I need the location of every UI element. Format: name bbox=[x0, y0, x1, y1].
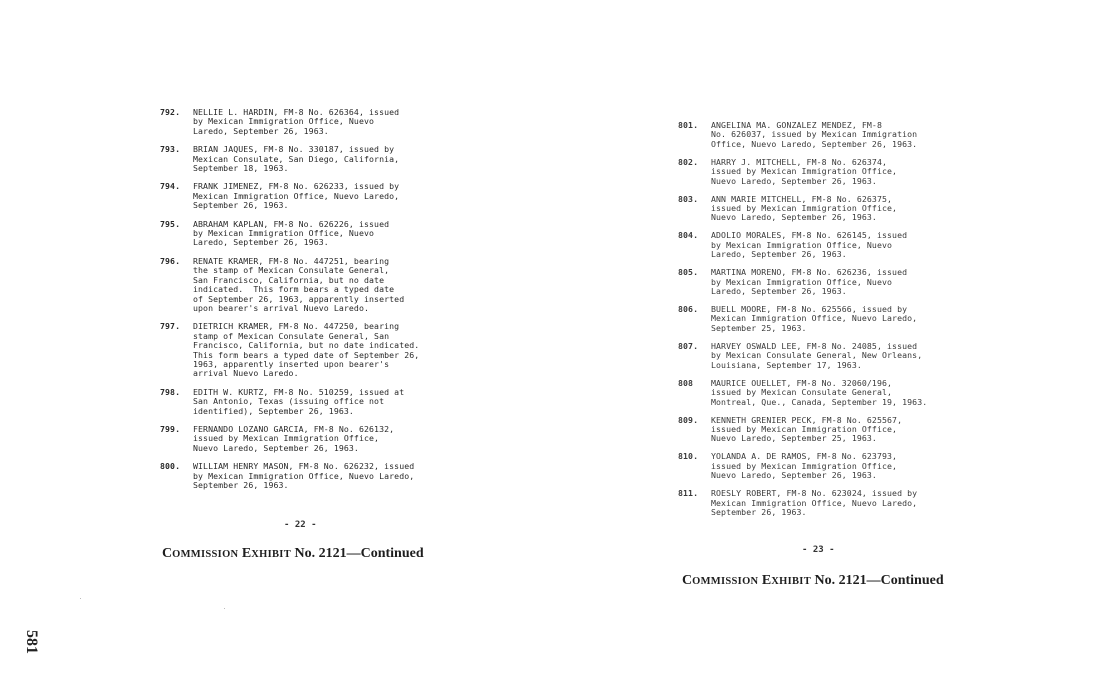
caption-word1-cap: C bbox=[162, 546, 173, 561]
exhibit-entry bbox=[160, 220, 460, 248]
entry-text-line: Office, Nuevo Laredo, September 26, 1963. bbox=[711, 138, 918, 149]
entry-text-line: issued by Mexican Immigration Office, bbox=[711, 166, 898, 177]
entry-text-line: NELLIE L. HARDIN, FM-8 No. 626364, issued bbox=[193, 107, 400, 117]
exhibit-entry bbox=[160, 322, 460, 378]
entry-text-line: BRIAN JAQUES, FM-8 No. 330187, issued by bbox=[193, 144, 395, 155]
caption-word2-rest: XHIBIT bbox=[771, 576, 811, 587]
entry-text-line: YOLANDA A. DE RAMOS, FM-8 No. 623793, bbox=[711, 451, 898, 462]
entry-number: 793. bbox=[160, 144, 181, 155]
entry-text-line: MARTINA MORENO, FM-8 No. 626236, issued bbox=[711, 267, 908, 278]
caption-word2-cap: E bbox=[761, 573, 772, 588]
entry-text-line: No. 626037, issued by Mexican Immigration bbox=[711, 129, 918, 140]
exhibit-entry bbox=[678, 231, 978, 259]
entry-text-line: September 26, 1963. bbox=[193, 480, 289, 490]
entry-number: 810. bbox=[678, 451, 699, 462]
right-exhibit-caption bbox=[682, 573, 944, 589]
exhibit-entry bbox=[160, 108, 460, 136]
left-exhibit-caption bbox=[162, 546, 424, 562]
scan-speck bbox=[224, 608, 225, 609]
entry-text-line: Montreal, Que., Canada, September 19, 1963. bbox=[711, 396, 928, 407]
entry-text-line: stamp of Mexican Consulate General, San bbox=[193, 330, 390, 341]
entry-text-line: WILLIAM HENRY MASON, FM-8 No. 626232, issued bbox=[193, 461, 415, 472]
entry-number: 806. bbox=[678, 304, 699, 315]
entry-text-line: San Francisco, California, but no date bbox=[193, 274, 385, 285]
entry-text-line: This form bears a typed date of September 26, bbox=[193, 349, 420, 360]
right-page-number: - 23 - bbox=[802, 545, 835, 555]
entry-text-line: ADOLIO MORALES, FM-8 No. 626145, issued bbox=[711, 230, 908, 241]
exhibit-entry bbox=[678, 158, 978, 186]
entry-text-line: ANGELINA MA. GONZALEZ MENDEZ, FM-8 bbox=[711, 120, 882, 130]
entry-number: 795. bbox=[160, 218, 181, 229]
entry-text-line: arrival Nuevo Laredo. bbox=[193, 368, 299, 379]
caption-tail: No. 2121—Continued bbox=[814, 573, 944, 588]
entry-text-line: by Mexican Immigration Office, Nuevo bbox=[711, 239, 893, 250]
entry-number: 804. bbox=[678, 230, 699, 241]
entry-text-line: ROESLY ROBERT, FM-8 No. 623024, issued by bbox=[711, 488, 918, 499]
entry-text-line: Nuevo Laredo, September 26, 1963. bbox=[193, 442, 359, 453]
entry-text-line: 1963, apparently inserted upon bearer's bbox=[193, 358, 390, 369]
caption-word1-rest: OMMISSION bbox=[172, 549, 239, 560]
entry-text-line: RENATE KRAMER, FM-8 No. 447251, bearing bbox=[193, 255, 390, 266]
entry-text-line: by Mexican Immigration Office, Nuevo Laredo, bbox=[193, 470, 415, 481]
entry-text-line: indicated. This form bears a typed date bbox=[193, 284, 395, 295]
entry-text-line: San Antonio, Texas (issuing office not bbox=[193, 396, 385, 407]
entry-text-line: BUELL MOORE, FM-8 No. 625566, issued by bbox=[711, 304, 908, 315]
entry-number: 801. bbox=[678, 120, 699, 130]
exhibit-entry bbox=[678, 268, 978, 296]
exhibit-entry bbox=[678, 121, 978, 149]
exhibit-entry bbox=[160, 182, 460, 210]
entry-text-line: ABRAHAM KAPLAN, FM-8 No. 626226, issued bbox=[193, 218, 390, 229]
caption-word2-cap: E bbox=[241, 546, 252, 561]
entry-text-line: Francisco, California, but no date indicated. bbox=[193, 340, 420, 351]
entry-text-line: HARVEY OSWALD LEE, FM-8 No. 24085, issued bbox=[711, 340, 918, 351]
entry-text-line: September 25, 1963. bbox=[711, 322, 807, 333]
entry-number: 794. bbox=[160, 181, 181, 192]
entry-number: 797. bbox=[160, 321, 181, 332]
entry-text-line: Nuevo Laredo, September 26, 1963. bbox=[711, 470, 877, 481]
entry-number: 805. bbox=[678, 267, 699, 278]
volume-page-number-wrap bbox=[20, 630, 40, 670]
entry-text-line: the stamp of Mexican Consulate General, bbox=[193, 265, 390, 276]
entry-text-line: issued by Mexican Immigration Office, bbox=[711, 203, 898, 214]
exhibit-entry bbox=[160, 145, 460, 173]
exhibit-entry bbox=[160, 462, 460, 490]
volume-page-number: 581 bbox=[23, 630, 40, 654]
entry-text-line: EDITH W. KURTZ, FM-8 No. 510259, issued at bbox=[193, 386, 405, 397]
exhibit-entry bbox=[160, 388, 460, 416]
entry-number: 803. bbox=[678, 193, 699, 204]
exhibit-entry bbox=[160, 257, 460, 313]
entry-number: 802. bbox=[678, 156, 699, 167]
entry-text-line: issued by Mexican Consulate General, bbox=[711, 387, 893, 398]
entry-number: 800. bbox=[160, 461, 181, 472]
exhibit-entry bbox=[678, 379, 978, 407]
entry-number: 811. bbox=[678, 488, 699, 499]
entry-text-line: Mexican Immigration Office, Nuevo Laredo, bbox=[711, 313, 918, 324]
entry-text-line: MAURICE OUELLET, FM-8 No. 32060/196, bbox=[711, 377, 893, 388]
entry-text-line: ANN MARIE MITCHELL, FM-8 No. 626375, bbox=[711, 193, 893, 204]
entry-number: 807. bbox=[678, 340, 699, 351]
entry-text-line: FERNANDO LOZANO GARCIA, FM-8 No. 626132, bbox=[193, 423, 395, 434]
caption-tail: No. 2121—Continued bbox=[294, 546, 424, 561]
entry-text-line: Laredo, September 26, 1963. bbox=[193, 237, 329, 248]
left-page-number: - 22 - bbox=[284, 520, 317, 530]
entry-number: 808 bbox=[678, 377, 694, 388]
entry-text-line: by Mexican Immigration Office, Nuevo bbox=[193, 228, 375, 239]
entry-text-line: Mexican Consulate, San Diego, California, bbox=[193, 153, 400, 164]
right-page-entries bbox=[678, 121, 978, 526]
entry-number: 796. bbox=[160, 255, 181, 266]
entry-text-line: Mexican Immigration Office, Nuevo Laredo, bbox=[711, 497, 918, 508]
exhibit-entry bbox=[678, 489, 978, 517]
entry-text-line: by Mexican Immigration Office, Nuevo bbox=[711, 276, 893, 287]
entry-text-line: Nuevo Laredo, September 25, 1963. bbox=[711, 433, 877, 444]
entry-text-line: Laredo, September 26, 1963. bbox=[711, 249, 847, 260]
entry-text-line: Louisiana, September 17, 1963. bbox=[711, 359, 862, 370]
entry-text-line: identified), September 26, 1963. bbox=[193, 405, 354, 416]
entry-text-line: of September 26, 1963, apparently inserted bbox=[193, 293, 405, 304]
entry-text-line: Nuevo Laredo, September 26, 1963. bbox=[711, 175, 877, 186]
caption-word1-cap: C bbox=[682, 573, 693, 588]
exhibit-entry bbox=[160, 425, 460, 453]
entry-text-line: upon bearer's arrival Nuevo Laredo. bbox=[193, 302, 370, 313]
exhibit-entry bbox=[678, 452, 978, 480]
caption-word2-rest: XHIBIT bbox=[251, 549, 291, 560]
exhibit-entry bbox=[678, 342, 978, 370]
entry-text-line: Mexican Immigration Office, Nuevo Laredo, bbox=[193, 190, 400, 201]
caption-word1-rest: OMMISSION bbox=[692, 576, 759, 587]
scan-speck bbox=[80, 598, 81, 599]
entry-text-line: FRANK JIMENEZ, FM-8 No. 626233, issued by bbox=[193, 181, 400, 192]
entry-text-line: Laredo, September 26, 1963. bbox=[193, 125, 329, 136]
entry-text-line: Nuevo Laredo, September 26, 1963. bbox=[711, 212, 877, 223]
entry-text-line: September 26, 1963. bbox=[711, 506, 807, 517]
entry-text-line: HARRY J. MITCHELL, FM-8 No. 626374, bbox=[711, 156, 888, 167]
exhibit-entry bbox=[678, 416, 978, 444]
entry-text-line: by Mexican Consulate General, New Orleans, bbox=[711, 350, 923, 361]
entry-text-line: issued by Mexican Immigration Office, bbox=[711, 460, 898, 471]
exhibit-entry bbox=[678, 195, 978, 223]
entry-text-line: September 26, 1963. bbox=[193, 200, 289, 211]
entry-text-line: DIETRICH KRAMER, FM-8 No. 447250, bearing bbox=[193, 321, 400, 332]
entry-text-line: Laredo, September 26, 1963. bbox=[711, 286, 847, 297]
entry-text-line: September 18, 1963. bbox=[193, 163, 289, 174]
entry-number: 798. bbox=[160, 386, 181, 397]
entry-number: 809. bbox=[678, 414, 699, 425]
exhibit-entry bbox=[678, 305, 978, 333]
left-page-entries bbox=[160, 108, 460, 499]
entry-text-line: issued by Mexican Immigration Office, bbox=[193, 433, 380, 444]
entry-text-line: KENNETH GRENIER PECK, FM-8 No. 625567, bbox=[711, 414, 903, 425]
entry-number: 792. bbox=[160, 107, 181, 117]
entry-text-line: issued by Mexican Immigration Office, bbox=[711, 423, 898, 434]
entry-number: 799. bbox=[160, 423, 181, 434]
entry-text-line: by Mexican Immigration Office, Nuevo bbox=[193, 116, 375, 127]
